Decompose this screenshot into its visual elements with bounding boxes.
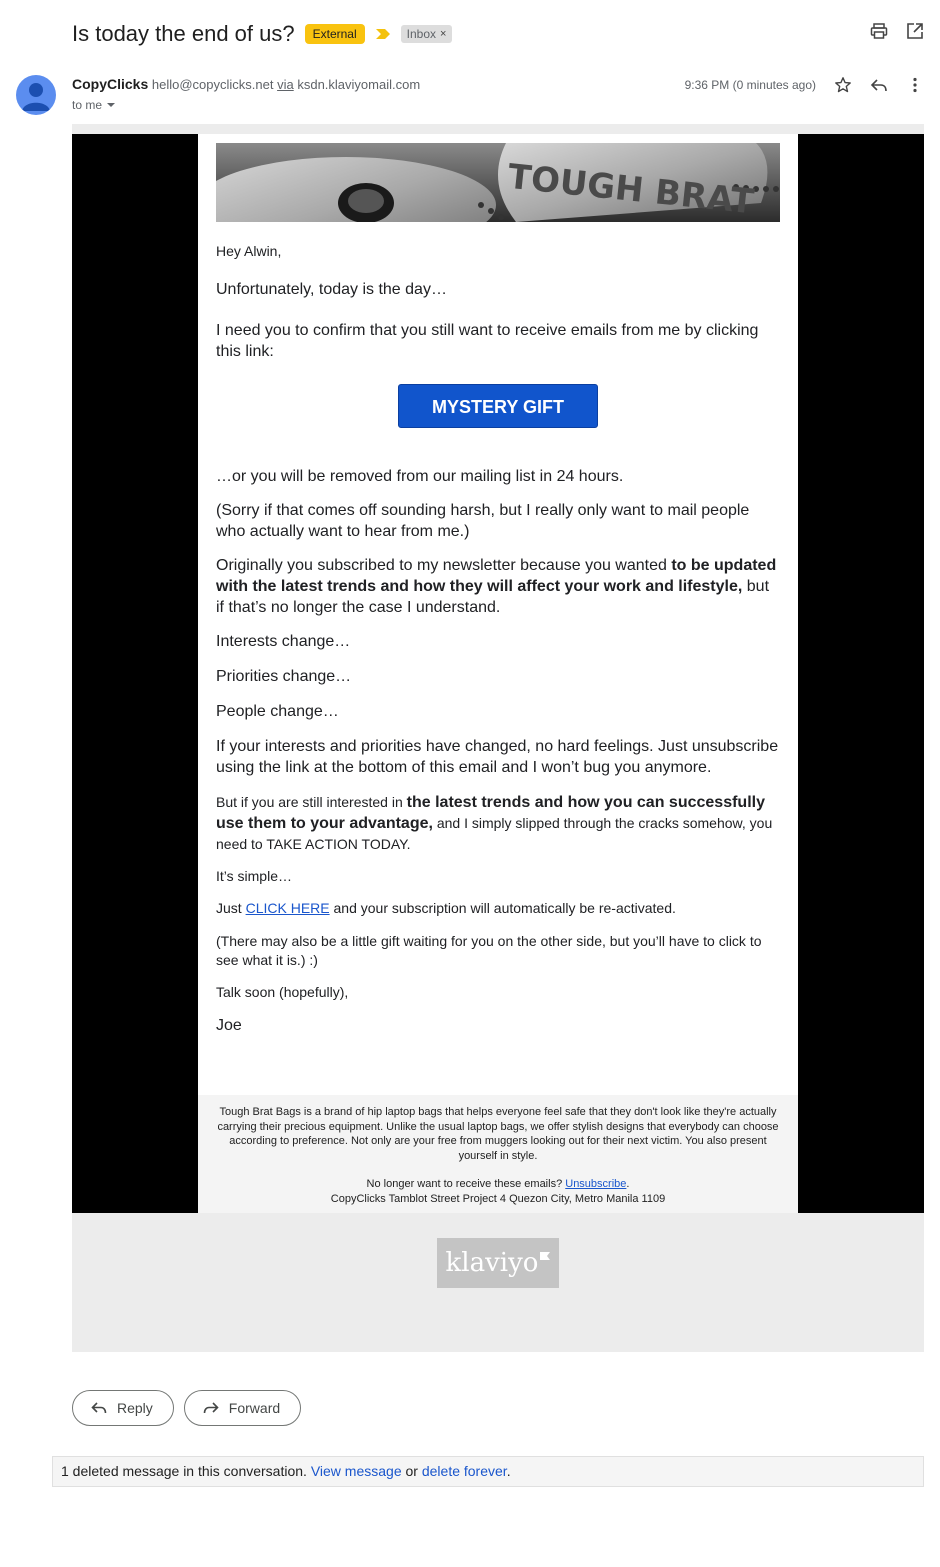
email-background	[72, 134, 924, 1213]
deleted-text-or: or	[401, 1463, 422, 1479]
text-span: and your subscription will automatically be re-activated.	[329, 900, 676, 916]
remove-label-icon[interactable]: ×	[440, 28, 447, 40]
top-actions	[870, 22, 924, 40]
view-message-link[interactable]: View message	[310, 1463, 402, 1479]
email-body	[72, 124, 924, 1352]
paragraph	[216, 555, 780, 618]
text-span: and I simply slipped through the cracks somehow, you need to TAKE ACTION TODAY.	[216, 815, 773, 852]
sender-line	[72, 76, 420, 92]
klaviyo-logo[interactable]	[437, 1238, 559, 1288]
tough-brat-banner-image[interactable]	[216, 143, 780, 222]
person-icon	[16, 75, 56, 115]
star-icon[interactable]	[834, 76, 852, 94]
paragraph: Talk soon (hopefully),	[216, 984, 349, 1000]
text-span: Originally you subscribed to my newsletter because you wanted	[216, 557, 672, 574]
forward-icon	[203, 1401, 219, 1415]
reply-icon[interactable]	[870, 76, 888, 94]
paragraph: If your interests and priorities have changed, no hard feelings. Just unsubscribe using the link at the bottom of this email and I won’t bug you anymore.	[216, 738, 779, 776]
message-meta	[685, 76, 924, 94]
sender-block	[72, 76, 420, 112]
via-domain: ksdn.klaviyomail.com	[297, 77, 421, 92]
inbox-label[interactable]	[401, 25, 453, 43]
email-subject: Is today the end of us?	[72, 21, 295, 46]
external-badge: External	[305, 24, 365, 44]
unsub-end: .	[626, 1178, 630, 1190]
sender-name[interactable]: CopyClicks	[72, 76, 149, 92]
message-time: 9:36 PM (0 minutes ago)	[684, 78, 816, 92]
email-card	[198, 134, 798, 1213]
inbox-label-text: Inbox	[406, 27, 436, 41]
footer-address: CopyClicks Tamblot Street Project 4 Quezon City, Metro Manila 1109	[330, 1193, 666, 1205]
text-span: Just	[216, 900, 246, 916]
reply-button[interactable]	[72, 1390, 174, 1426]
email-content	[216, 242, 780, 1036]
paragraph: (Sorry if that comes off sounding harsh, but I really only want to mail people who actually want to hear from me.)	[216, 502, 750, 540]
email-footer	[198, 1095, 798, 1213]
bold-text: to be updated with the latest trends and how they will affect your work and lifestyle,	[216, 557, 777, 595]
paragraph: …or you will be removed from our mailing list in 24 hours.	[216, 468, 624, 485]
paragraph: I need you to confirm that you still want to receive emails from me by clicking this link:	[216, 322, 759, 360]
klaviyo-logo-text: klaviyo	[445, 1248, 539, 1278]
paragraph	[216, 899, 780, 918]
paragraph: Priorities change…	[216, 668, 352, 685]
unsub-text: No longer want to receive these emails?	[366, 1178, 566, 1190]
flag-icon	[540, 1252, 550, 1260]
click-here-link[interactable]: CLICK HERE	[245, 900, 330, 916]
subject-row	[72, 18, 452, 50]
paragraph: Unfortunately, today is the day…	[216, 281, 447, 298]
sender-email: hello@copyclicks.net	[151, 77, 274, 92]
deleted-text-end: .	[506, 1463, 511, 1479]
banner-text: TOUGH BRAT	[505, 156, 756, 222]
text-span: but if that’s no longer the case I understand.	[216, 578, 770, 616]
reply-icon	[91, 1401, 107, 1415]
message-actions	[72, 1390, 301, 1426]
importance-marker-icon[interactable]	[375, 28, 391, 40]
to-me-label: to me	[72, 98, 103, 112]
footer-about: Tough Brat Bags is a brand of hip laptop bags that helps everyone feel safe that they don't look like they're actually carrying their precious equipment. Unlike the usual laptop bags, we offer stylish designs that everybody can choose according to preference. Not only are your free from muggers looking out for their next victim. You also present yourself in style.	[217, 1106, 779, 1162]
sender-avatar[interactable]	[16, 75, 56, 115]
footer-unsubscribe	[198, 1177, 798, 1207]
forward-label: Forward	[228, 1400, 281, 1416]
more-options-icon[interactable]	[906, 76, 924, 94]
chevron-down-icon[interactable]	[106, 102, 116, 108]
paragraph	[216, 792, 780, 854]
mystery-gift-button[interactable]: MYSTERY GIFT	[398, 384, 598, 428]
signature: Joe	[216, 1017, 242, 1034]
greeting: Hey Alwin,	[216, 243, 282, 259]
cta-wrap	[216, 384, 780, 428]
deleted-text: 1 deleted message in this conversation.	[61, 1463, 311, 1479]
paragraph: People change…	[216, 703, 339, 720]
paragraph: It’s simple…	[216, 868, 292, 884]
paragraph: (There may also be a little gift waiting for you on the other side, but you’ll have to click to see what it is.) :)	[216, 933, 762, 968]
delete-forever-link[interactable]: delete forever	[421, 1463, 507, 1479]
recipient-details[interactable]	[72, 98, 420, 112]
bold-text: the latest trends and how you can successfully use them to your advantage,	[216, 794, 765, 832]
open-in-new-window-icon[interactable]	[906, 22, 924, 40]
unsubscribe-link[interactable]: Unsubscribe	[565, 1178, 627, 1190]
forward-button[interactable]	[184, 1390, 301, 1426]
print-icon[interactable]	[870, 22, 888, 40]
reply-label: Reply	[117, 1400, 153, 1416]
text-span: But if you are still interested in	[216, 794, 407, 810]
paragraph: Interests change…	[216, 633, 351, 650]
deleted-message-notice	[52, 1456, 924, 1487]
via-label[interactable]: via	[277, 77, 294, 92]
